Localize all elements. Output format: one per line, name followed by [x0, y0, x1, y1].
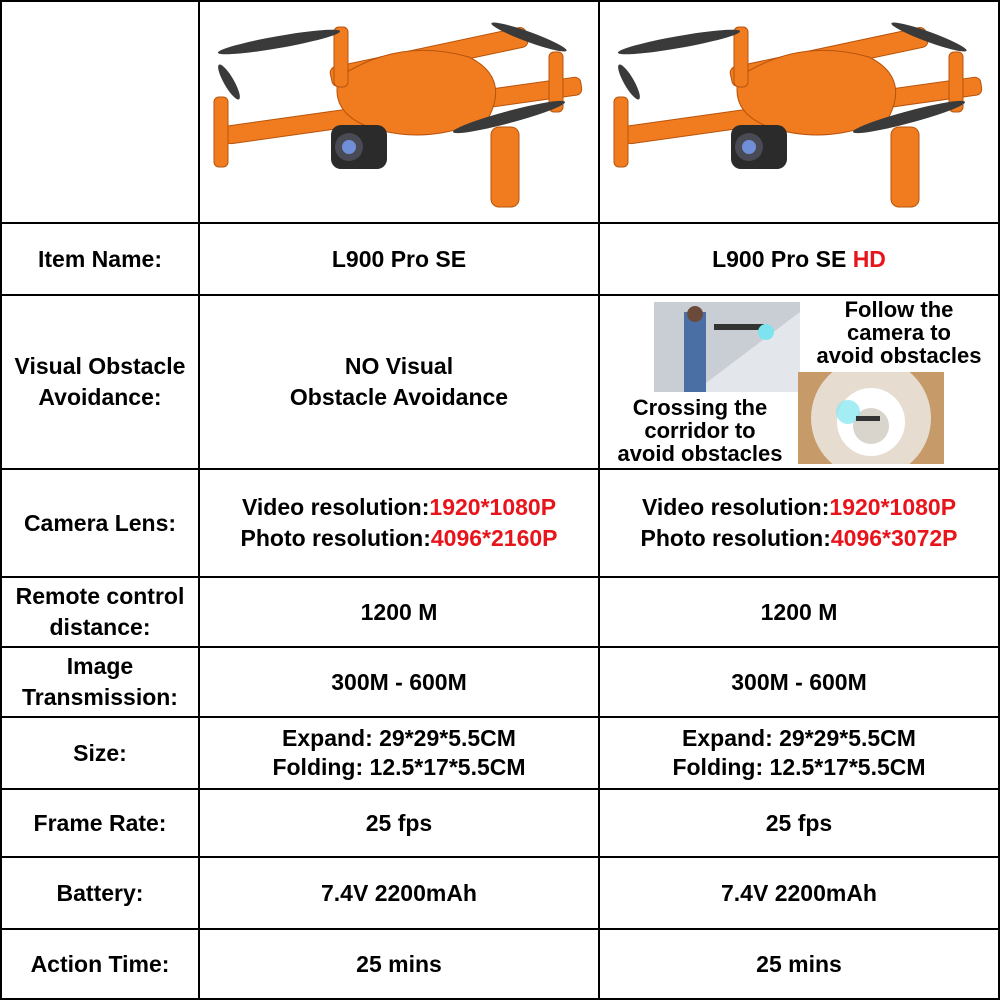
label-transmission [2, 648, 198, 716]
label-text: Action Time: [30, 950, 170, 977]
label-text: Battery: [56, 879, 144, 906]
item-name-text: L900 Pro SE [712, 245, 847, 272]
obstacle-b [600, 296, 998, 468]
battery-text: 7.4V 2200mAh [321, 879, 477, 906]
item-name-b [600, 224, 998, 294]
remote-a [200, 578, 598, 646]
label-action-time [2, 930, 198, 998]
photo-label: Photo resolution: [640, 525, 831, 551]
remote-b [600, 578, 998, 646]
size-expand: Expand: 29*29*5.5CM [282, 725, 516, 751]
label-text: distance: [49, 614, 151, 640]
drone-image-a [200, 2, 598, 222]
label-item-name [2, 224, 198, 294]
caption-text: avoid obstacles [617, 441, 783, 466]
battery-a [200, 858, 598, 928]
label-text: Camera Lens: [23, 509, 177, 536]
item-name-a [200, 224, 598, 294]
label-remote [2, 578, 198, 646]
camera-a [200, 470, 598, 576]
item-name-text: L900 Pro SE [331, 245, 467, 272]
stairwell-photo [798, 372, 944, 464]
remote-text: 1200 M [760, 598, 838, 625]
obstacle-text: Obstacle Avoidance [289, 384, 509, 410]
frame-rate-text: 25 fps [765, 809, 833, 836]
label-text: Size: [73, 739, 127, 766]
caption-text: avoid obstacles [816, 343, 982, 368]
label-camera [2, 470, 198, 576]
size-folding: Folding: 12.5*17*5.5CM [672, 754, 926, 780]
caption-cross [602, 396, 798, 465]
size-expand: Expand: 29*29*5.5CM [682, 725, 916, 751]
photo-value: 4096*2160P [430, 525, 558, 551]
drone-image-b [600, 2, 998, 222]
battery-b [600, 858, 998, 928]
video-label: Video resolution: [641, 494, 830, 520]
action-time-text: 25 mins [356, 950, 442, 977]
caption-text: camera to [847, 320, 951, 345]
camera-b [600, 470, 998, 576]
frame-rate-a [200, 790, 598, 856]
transmission-text: 300M - 600M [731, 668, 867, 695]
label-text: Visual Obstacle [14, 353, 186, 379]
label-text: Remote control [15, 583, 185, 609]
caption-follow [800, 298, 998, 367]
video-value: 1920*1080P [429, 494, 557, 520]
photo-label: Photo resolution: [240, 525, 431, 551]
corridor-photo [654, 302, 800, 392]
battery-text: 7.4V 2200mAh [721, 879, 877, 906]
label-text: Frame Rate: [33, 809, 167, 836]
size-b [600, 718, 998, 788]
transmission-text: 300M - 600M [331, 668, 467, 695]
label-size [2, 718, 198, 788]
obstacle-a [200, 296, 598, 468]
label-text: Transmission: [22, 684, 178, 710]
label-text: Avoidance: [38, 384, 162, 410]
photo-value: 4096*3072P [830, 525, 958, 551]
label-frame-rate [2, 790, 198, 856]
action-time-b [600, 930, 998, 998]
remote-text: 1200 M [360, 598, 438, 625]
transmission-a [200, 648, 598, 716]
label-text: Image [66, 653, 134, 679]
label-obstacle [2, 296, 198, 468]
caption-text: Crossing the [632, 395, 768, 420]
action-time-text: 25 mins [756, 950, 842, 977]
frame-rate-text: 25 fps [365, 809, 433, 836]
item-name-suffix: HD [852, 245, 886, 272]
size-a [200, 718, 598, 788]
caption-text: Follow the [844, 297, 954, 322]
transmission-b [600, 648, 998, 716]
size-folding: Folding: 12.5*17*5.5CM [272, 754, 526, 780]
label-text: Item Name: [38, 245, 162, 272]
action-time-a [200, 930, 598, 998]
caption-text: corridor to [644, 418, 756, 443]
video-label: Video resolution: [241, 494, 430, 520]
label-battery [2, 858, 198, 928]
video-value: 1920*1080P [829, 494, 957, 520]
frame-rate-b [600, 790, 998, 856]
obstacle-text: NO Visual [344, 353, 454, 379]
